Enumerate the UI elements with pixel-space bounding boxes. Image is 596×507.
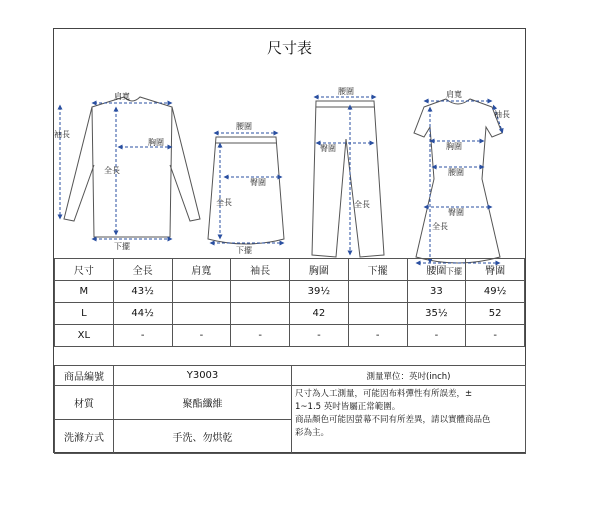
- table-row: [55, 303, 525, 325]
- table-cell: [348, 281, 407, 303]
- table-cell: 49½: [466, 281, 525, 303]
- dress-shoulder-label: 肩寬: [446, 90, 462, 99]
- header-cell: 胸圍: [290, 259, 349, 281]
- garment-illustrations: [54, 67, 525, 279]
- notes-cell: [292, 386, 526, 454]
- skirt-length-label: 全長: [216, 198, 232, 207]
- shirt-chest-label: 胸圍: [148, 138, 164, 147]
- table-cell: 52: [466, 303, 525, 325]
- unit-note: 測量單位：英吋(inch): [292, 366, 526, 386]
- pants-length-label: 全長: [354, 200, 370, 209]
- dress-waist-label: 腰圍: [448, 168, 464, 177]
- dress-sleeve-label: 袖長: [494, 110, 510, 119]
- garment-diagram: [54, 67, 525, 279]
- wash-label: 洗滌方式: [55, 420, 114, 454]
- page-title: 尺寸表: [266, 39, 312, 57]
- material-label: 材質: [55, 386, 114, 420]
- header-cell: 下擺: [348, 259, 407, 281]
- table-cell: 33: [407, 281, 466, 303]
- shirt-sleeve-label: [54, 129, 70, 139]
- header-cell: 腰圍: [407, 259, 466, 281]
- dress-outline: [414, 99, 502, 263]
- table-cell: [231, 303, 290, 325]
- table-cell: 44½: [113, 303, 172, 325]
- note-line: 1~1.5 英吋皆屬正常範圍。: [295, 402, 401, 412]
- header-cell: 肩寬: [172, 259, 231, 281]
- header-cell: 全長: [113, 259, 172, 281]
- table-cell: 39½: [290, 281, 349, 303]
- header-cell: 臀圍: [466, 259, 525, 281]
- product-code-label: 商品編號: [55, 366, 114, 386]
- table-cell: M: [55, 281, 114, 303]
- dress-length-label: 全長: [432, 222, 448, 231]
- table-cell: -: [407, 325, 466, 347]
- shirt-hem-label: 下擺: [114, 242, 130, 251]
- table-cell: 42: [290, 303, 349, 325]
- info-row: [55, 386, 526, 420]
- dress-hip-label: 臀圍: [448, 208, 464, 217]
- table-cell: -: [466, 325, 525, 347]
- product-info-table: [54, 365, 526, 454]
- table-cell: [231, 281, 290, 303]
- shirt-shoulder-label: 肩寬: [114, 92, 130, 101]
- header-cell: 尺寸: [55, 259, 114, 281]
- size-chart-frame: [53, 28, 526, 453]
- pants-waist-label: 腰圍: [338, 87, 354, 96]
- table-cell: -: [231, 325, 290, 347]
- table-cell: -: [290, 325, 349, 347]
- table-row: [55, 325, 525, 347]
- note-line: 尺寸為人工測量，可能因布料彈性有所誤差，±: [295, 389, 473, 399]
- material-value: 聚酯纖維: [114, 386, 292, 420]
- dress-chest-label: 胸圍: [446, 142, 462, 151]
- table-cell: 35½: [407, 303, 466, 325]
- info-row: [55, 366, 526, 386]
- table-cell: 43½: [113, 281, 172, 303]
- shirt-length-label: 全長: [104, 166, 120, 175]
- shirt-outline: [64, 97, 200, 237]
- table-row: [55, 281, 525, 303]
- skirt-hem-label: 下擺: [236, 246, 252, 255]
- note-line: 商品顏色可能因螢幕不同有所差異，請以實體商品色: [295, 415, 491, 425]
- table-cell: XL: [55, 325, 114, 347]
- skirt-outline: [208, 137, 284, 244]
- wash-value: 手洗、勿烘乾: [114, 420, 292, 454]
- table-cell: [172, 303, 231, 325]
- pants-outline: [312, 101, 384, 257]
- skirt-waist-label: 腰圍: [236, 122, 252, 131]
- table-cell: L: [55, 303, 114, 325]
- product-code-value: Y3003: [114, 366, 292, 386]
- dress-hem-label: 下擺: [446, 267, 462, 276]
- table-cell: -: [348, 325, 407, 347]
- skirt-hip-label: 臀圍: [250, 178, 266, 187]
- size-table: [54, 258, 525, 347]
- table-cell: -: [113, 325, 172, 347]
- table-cell: [172, 281, 231, 303]
- note-line: 彩為主。: [295, 428, 330, 438]
- table-cell: -: [172, 325, 231, 347]
- size-table-header: [55, 259, 525, 281]
- pants-hip-label: 臀圍: [320, 144, 336, 153]
- table-cell: [348, 303, 407, 325]
- shirt-sleeve-label-text: 袖長: [54, 130, 70, 139]
- header-cell: 袖長: [231, 259, 290, 281]
